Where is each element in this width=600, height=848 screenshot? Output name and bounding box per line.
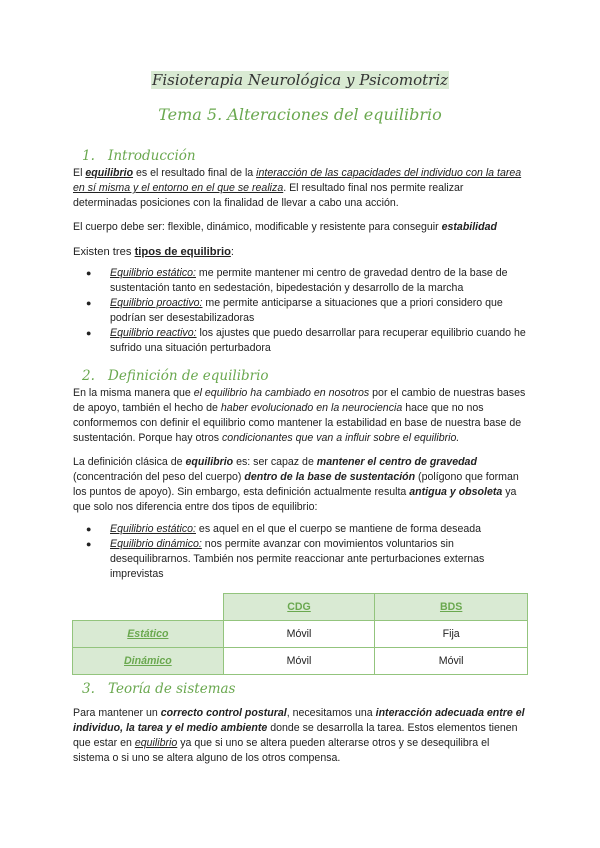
table-header-row bbox=[73, 594, 528, 621]
paragraph-tipos: Existen tres tipos de equilibrio: bbox=[73, 246, 235, 258]
comparison-table bbox=[72, 593, 528, 675]
table-cell-bds: Fija bbox=[375, 621, 528, 648]
section-heading-2: 2. Definición de equilibrio bbox=[82, 368, 269, 384]
table-row-label: Estático bbox=[73, 621, 224, 648]
bullet-list-tipos bbox=[84, 266, 529, 356]
paragraph-teoria-sistemas: Para mantener un correcto control postural, necesitamos una interacción adecuada entre el individuo, la tarea y el medio ambiente donde se desarrolla la tarea. Estos elementos tienen que estar en equilibrio ya que si uno se altera pueden alterarse otros y se desequilibra el sistema o si uno se altera alguno de los otros compensa. bbox=[73, 707, 525, 764]
paragraph-definicion-clasica: La definición clásica de equilibrio es: ser capaz de mantener el centro de gravedad (concentración del peso del cuerpo) dentro de la base de sustentación (polígono que forman los puntos de apoyo). Sin embargo, esta definición actualmente resulta antigua y obsoleta ya que solo nos diferencia entre dos tipos de equilibrio: bbox=[73, 456, 519, 513]
table-corner-cell bbox=[73, 594, 224, 621]
table-cell-cdg: Móvil bbox=[223, 648, 375, 675]
list-item: ● Equilibrio dinámico: nos permite avanzar con movimientos voluntarios sin desequilibrarnos. También nos permite reaccionar ante perturbaciones externas imprevistas bbox=[86, 538, 485, 580]
table-header-cdg: CDG bbox=[223, 594, 375, 621]
table-row-label: Dinámico bbox=[73, 648, 224, 675]
paragraph-equilibrio-definition: El equilibrio es el resultado final de la interacción de las capacidades del individuo con la tarea en sí misma y el entorno en el que se realiza. El resultado final nos permite realizar determinadas posiciones con la finalidad de llevar a cabo una acción. bbox=[73, 167, 522, 209]
paragraph-evolucion: En la misma manera que el equilibrio ha cambiado en nosotros por el cambio de nuestras bases de apoyo, también el hecho de haber evolucionado en la neurociencia hace que no nos conformemos con definir el equilibrio como mantener la estabilidad en base de nuestra base de sustentación. Porque hay otros condicionantes que van a influir sobre el equilibrio. bbox=[73, 387, 526, 444]
table-row bbox=[73, 648, 528, 675]
paragraph-cuerpo: El cuerpo debe ser: flexible, dinámico, modificable y resistente para conseguir estabilidad bbox=[73, 221, 497, 233]
table-row bbox=[73, 621, 528, 648]
table-header-bds: BDS bbox=[375, 594, 528, 621]
table-cell-bds: Móvil bbox=[375, 648, 528, 675]
section-heading-3: 3. Teoría de sistemas bbox=[82, 681, 236, 697]
list-item: ● Equilibrio estático: es aquel en el que el cuerpo se mantiene de forma deseada bbox=[86, 523, 482, 535]
document-subtitle: Tema 5. Alteraciones del equilibrio bbox=[158, 105, 442, 124]
list-item: ● Equilibrio proactivo: me permite anticiparse a situaciones que a priori considero que podrían ser desestabilizadoras bbox=[86, 297, 503, 324]
section-heading-1: 1. Introducción bbox=[82, 148, 196, 164]
bullet-list-tipos-clasicos bbox=[84, 522, 529, 582]
document-title: Fisioterapia Neurológica y Psicomotriz bbox=[151, 71, 449, 89]
list-item: ● Equilibrio reactivo: los ajustes que puedo desarrollar para recuperar equilibrio cuando he sufrido una situación perturbadora bbox=[86, 327, 526, 354]
table-cell-cdg: Móvil bbox=[223, 621, 375, 648]
list-item: ● Equilibrio estático: me permite mantener mi centro de gravedad dentro de la base de sustentación tanto en sedestación, bipedestación y desarrollo de la marcha bbox=[86, 267, 508, 294]
